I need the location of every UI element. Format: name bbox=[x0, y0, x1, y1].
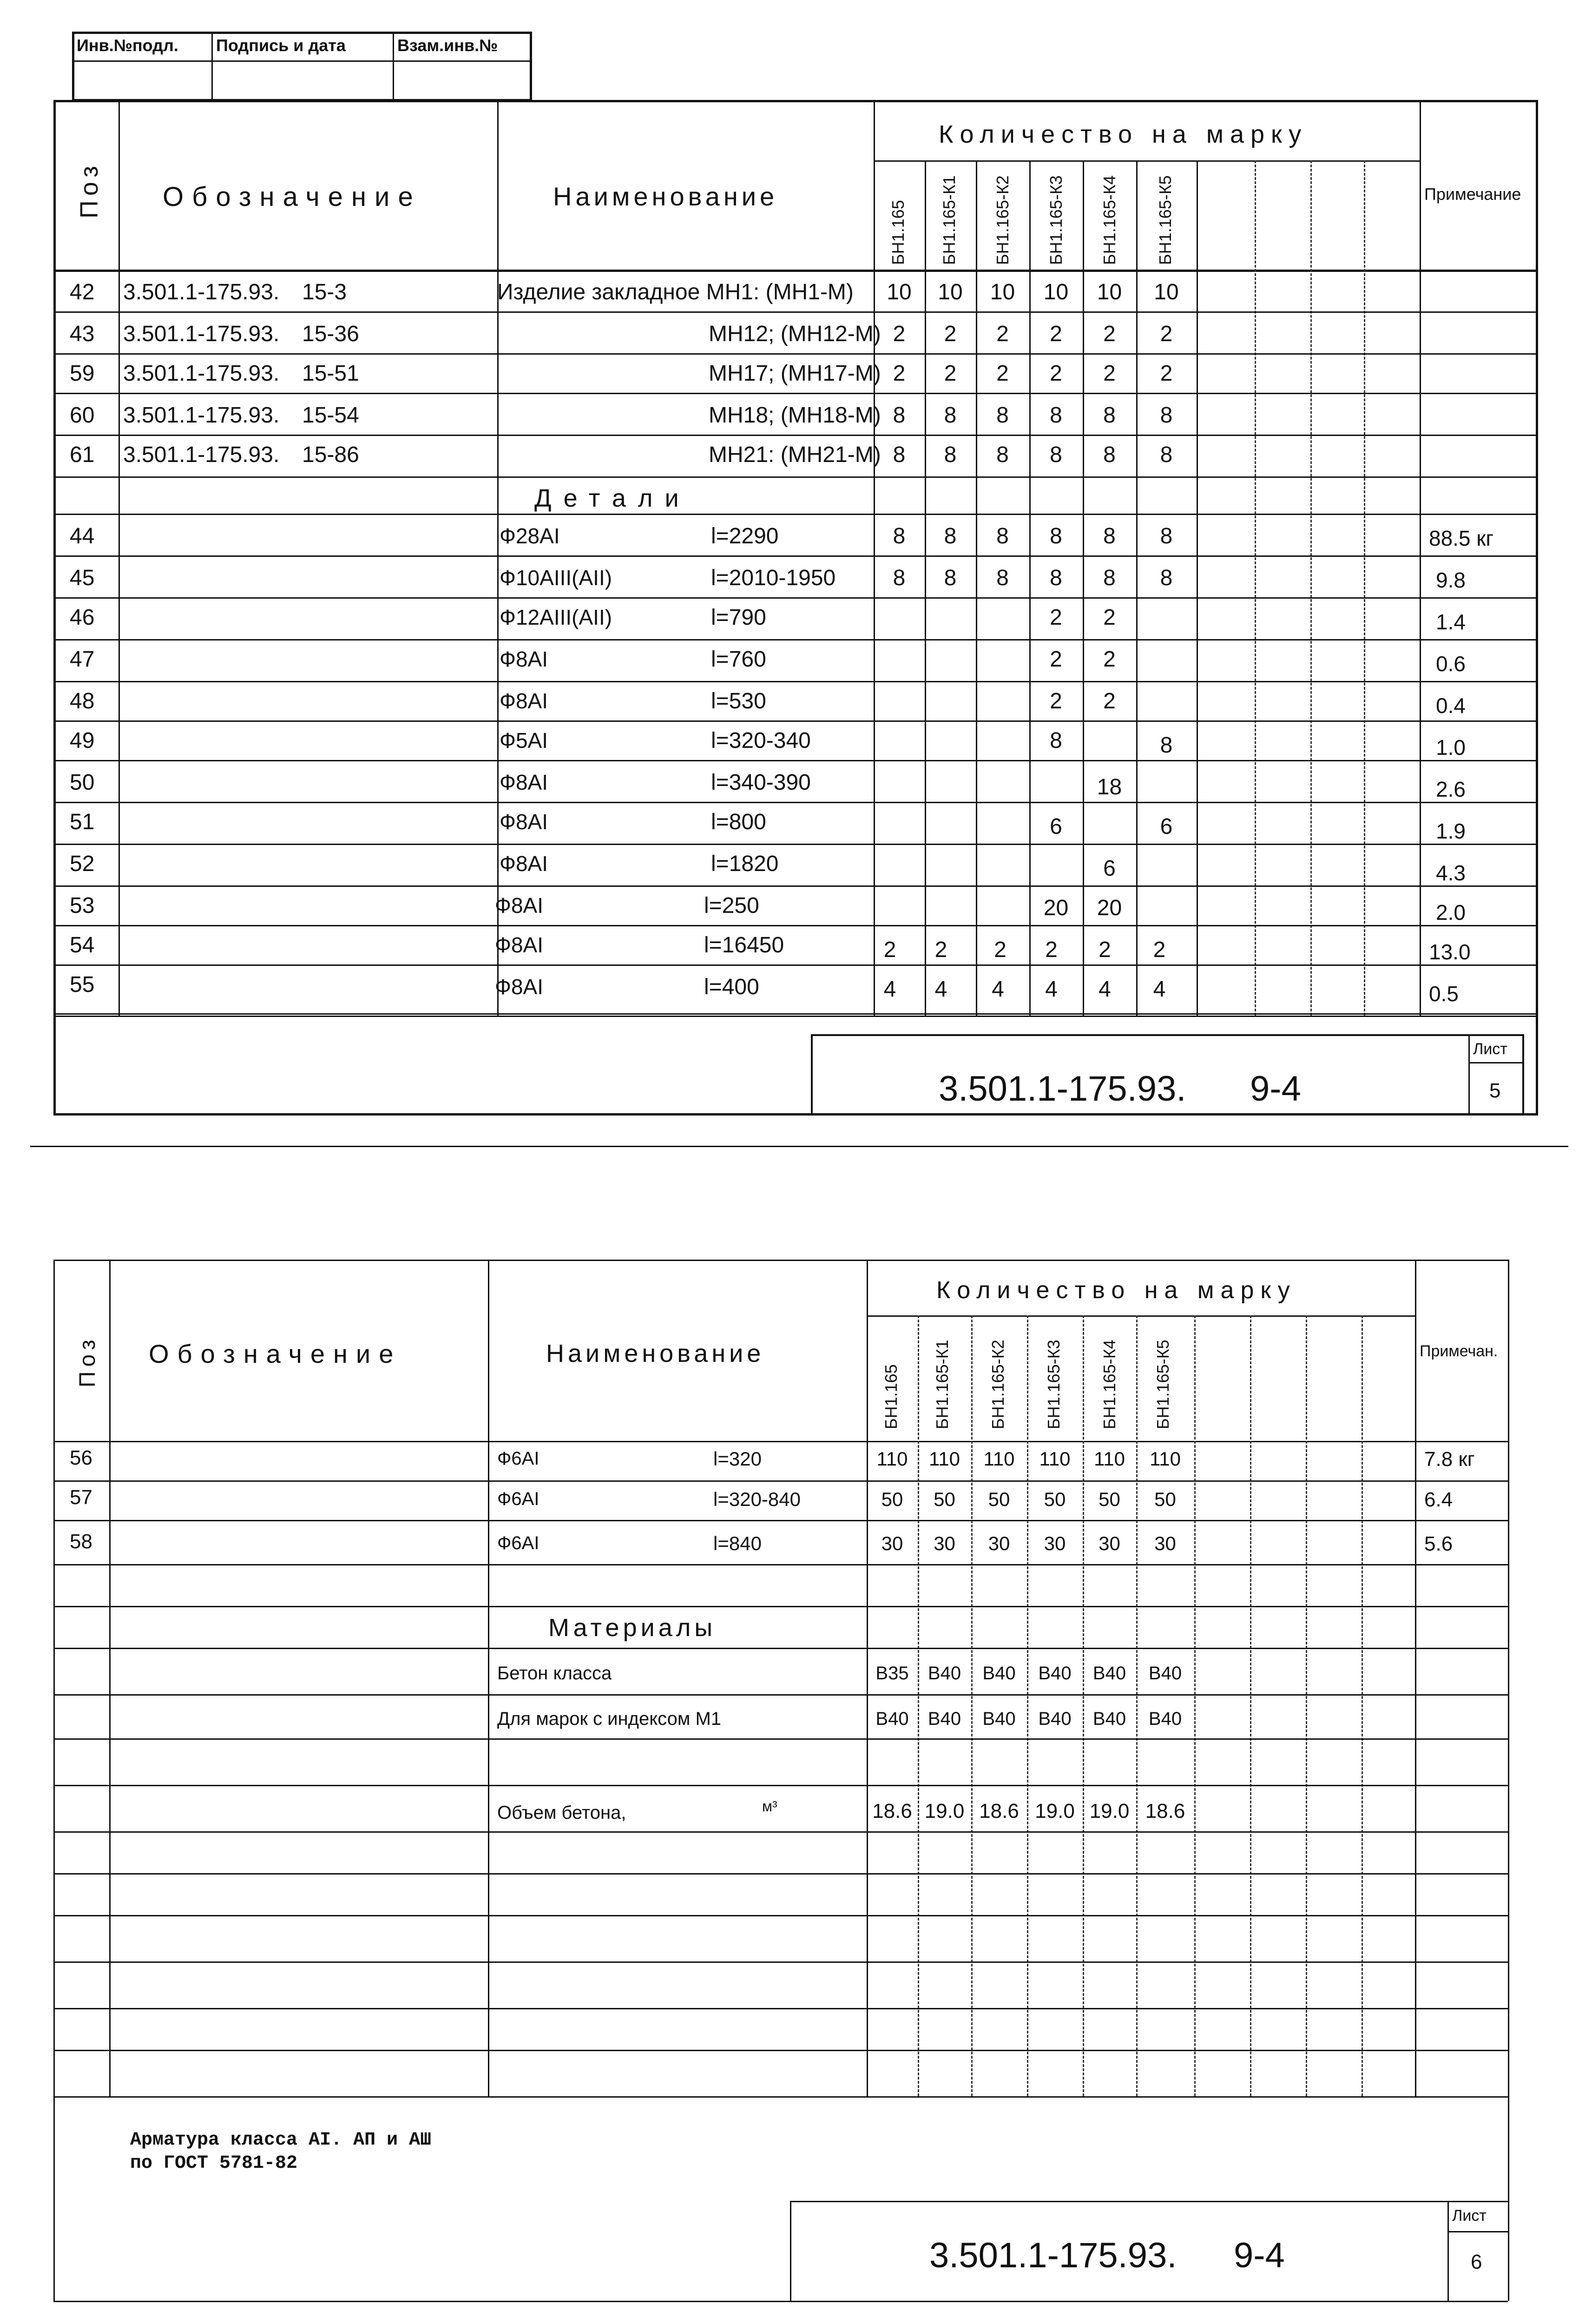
mark-1: БН1.165-К1 bbox=[940, 175, 959, 265]
mark2-2: БН1.165-К2 bbox=[988, 1340, 1007, 1429]
sheet1-doc-part: 9-4 bbox=[1250, 1069, 1301, 1109]
header-oboznachenie: Обозначение bbox=[163, 182, 421, 212]
stamp-inv-podl: Инв.№подл. bbox=[77, 36, 178, 55]
sheet1-doc-code: 3.501.1-175.93. bbox=[939, 1069, 1186, 1109]
sheet1-list-number: 5 bbox=[1489, 1079, 1501, 1102]
mark-0: БН1.165 bbox=[888, 200, 908, 265]
section-detali: Детали bbox=[534, 484, 691, 512]
header2-naimenovanie: Наименование bbox=[546, 1340, 765, 1367]
mark2-0: БН1.165 bbox=[882, 1364, 901, 1429]
header2-kolichestvo: Количество на марку bbox=[936, 1277, 1296, 1304]
mark-5: БН1.165-К5 bbox=[1156, 175, 1175, 265]
header-poz: Поз bbox=[75, 161, 103, 218]
stamp-vzam: Взам.инв.№ bbox=[397, 36, 498, 55]
header2-primechanie: Примечан. bbox=[1420, 1342, 1498, 1360]
mark2-5: БН1.165-К5 bbox=[1153, 1340, 1172, 1429]
mark2-4: БН1.165-К4 bbox=[1100, 1340, 1119, 1429]
header2-oboznachenie: Обозначение bbox=[149, 1339, 402, 1368]
sheet2-list-label: Лист bbox=[1452, 2207, 1487, 2225]
sheet1-list-label: Лист bbox=[1473, 1040, 1507, 1058]
mark-4: БН1.165-К4 bbox=[1100, 175, 1119, 265]
sheet2-list-number: 6 bbox=[1471, 2251, 1482, 2273]
mark2-1: БН1.165-К1 bbox=[933, 1340, 952, 1429]
mark-3: БН1.165-К3 bbox=[1046, 175, 1066, 265]
section-materialy: Материалы bbox=[548, 1614, 717, 1642]
sheet-1-frame bbox=[53, 100, 1538, 1116]
header-kolichestvo: Количество на марку bbox=[939, 120, 1308, 148]
footnote-line-2: по ГОСТ 5781-82 bbox=[130, 2153, 298, 2174]
mark2-3: БН1.165-К3 bbox=[1044, 1340, 1063, 1429]
sheet2-doc-part: 9-4 bbox=[1234, 2236, 1285, 2275]
header2-poz: Поз bbox=[75, 1335, 100, 1387]
mark-2: БН1.165-К2 bbox=[993, 175, 1012, 265]
header-naimenovanie: Наименование bbox=[553, 182, 778, 211]
stamp-podpis: Подпись и дата bbox=[216, 36, 346, 55]
sheet2-doc-code: 3.501.1-175.93. bbox=[929, 2236, 1177, 2275]
header-primechanie: Примечание bbox=[1424, 185, 1521, 204]
footnote-line-1: Арматура класса АI. АП и АШ bbox=[130, 2130, 432, 2151]
